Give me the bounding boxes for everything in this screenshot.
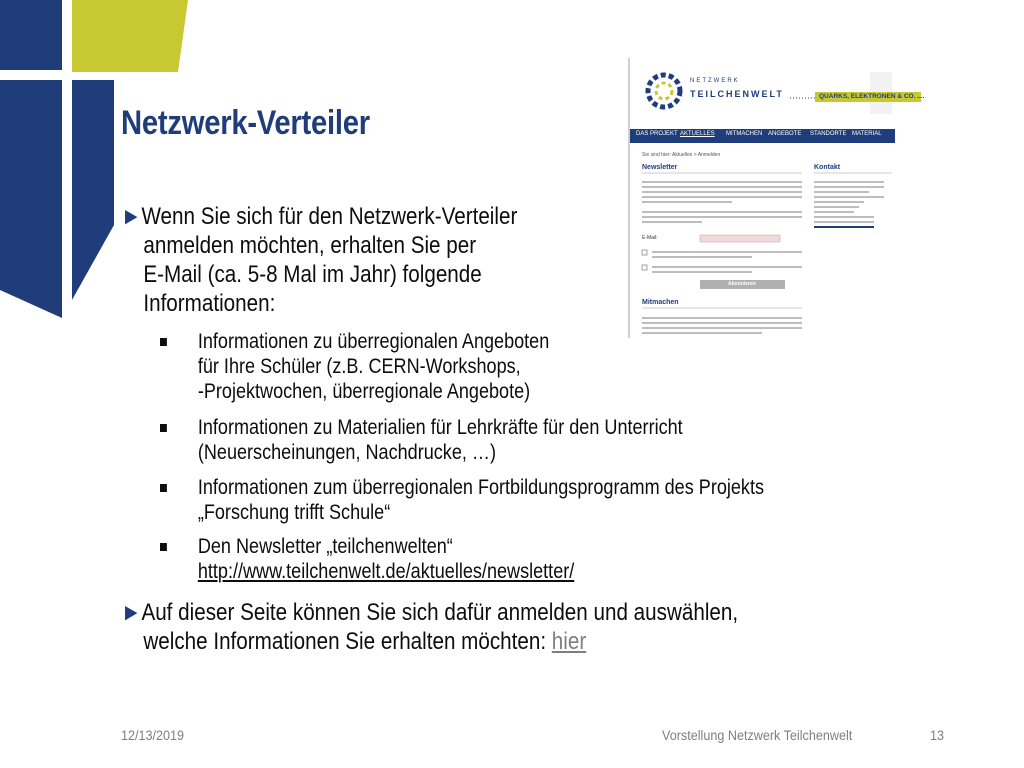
subbullet-1-line-1: Informationen zu überregionalen Angeboten	[197, 330, 550, 353]
footer-title: Vorstellung Netzwerk Teilchenwelt	[662, 727, 853, 743]
subbullet-3-line-2: „Forschung trifft Schule“	[197, 501, 391, 524]
section-mitmachen-title: Mitmachen	[642, 299, 679, 306]
slide-title: Netzwerk-Verteiler	[121, 104, 370, 142]
subbullet-3	[160, 475, 764, 525]
subbullet-4	[160, 534, 574, 584]
nav-item[interactable]: MITMACHEN	[726, 131, 763, 137]
nav-item[interactable]: STANDORTE	[810, 131, 847, 137]
square-bullet-icon	[160, 543, 167, 551]
banner	[815, 92, 925, 102]
bullet-1-line-2: anmelden möchten, erhalten Sie per	[143, 232, 477, 259]
bullet-2-line-1: Auf dieser Seite können Sie sich dafür anmelden und auswählen,	[141, 599, 739, 626]
checkbox-1[interactable]	[642, 250, 647, 255]
website-screenshot	[628, 58, 925, 338]
section-newsletter-title: Newsletter	[642, 164, 678, 171]
arrow-icon: ►	[121, 203, 142, 230]
nav-item[interactable]: ANGEBOTE	[768, 131, 802, 137]
nav-item[interactable]: DAS PROJEKT	[636, 131, 678, 137]
subscribe-button-label: Abonnieren	[728, 281, 756, 287]
email-label: E-Mail:	[642, 235, 658, 241]
bmbf-logo-icon	[870, 72, 892, 94]
bullet-2	[121, 598, 738, 656]
contact-title: Kontakt	[814, 164, 841, 171]
bullet-1	[121, 202, 517, 318]
nav-item[interactable]: MATERIAL	[852, 131, 882, 137]
breadcrumb: Sie sind hier: Aktuelles > Anmelden	[642, 152, 721, 158]
nav-item-active[interactable]: AKTUELLES	[680, 131, 715, 137]
subbullet-1	[160, 329, 549, 404]
square-bullet-icon	[160, 424, 167, 432]
yellow-block	[72, 0, 188, 72]
arrow-icon: ►	[121, 599, 142, 626]
newsletter-link[interactable]: http://www.teilchenwelt.de/aktuelles/newsletter/	[197, 560, 575, 583]
blue-block-mid	[72, 80, 114, 300]
subbullet-2-line-2: (Neuerscheinungen, Nachdrucke, …)	[197, 441, 496, 464]
page-number: 13	[930, 727, 945, 743]
bullet-1-line-1: Wenn Sie sich für den Netzwerk-Verteiler	[141, 203, 518, 230]
blue-block-top	[0, 0, 62, 70]
subbullet-3-line-1: Informationen zum überregionalen Fortbildungsprogramm des Projekts	[197, 476, 765, 499]
footer-date: 12/13/2019	[121, 727, 185, 743]
checkbox-2[interactable]	[642, 265, 647, 270]
subbullet-1-line-3: -Projektwochen, überregionale Angebote)	[197, 380, 531, 403]
website-nav	[630, 129, 895, 143]
bullet-1-line-3: E-Mail (ca. 5-8 Mal im Jahr) folgende	[143, 261, 482, 288]
hier-link[interactable]: hier	[551, 628, 587, 655]
square-bullet-icon	[160, 484, 167, 492]
blue-block-left	[0, 80, 62, 318]
bullet-1-line-4: Informationen:	[143, 290, 276, 317]
email-input[interactable]	[700, 235, 780, 242]
logo-main-text: TEILCHENWELT	[690, 89, 784, 99]
subbullet-2-line-1: Informationen zu Materialien für Lehrkräfte für den Unterricht	[197, 416, 683, 439]
teilchenwelt-logo-icon	[648, 75, 680, 107]
square-bullet-icon	[160, 338, 167, 346]
subbullet-1-line-2: für Ihre Schüler (z.B. CERN-Workshops,	[197, 355, 521, 378]
bullet-2-line-2: welche Informationen Sie erhalten möchten:	[143, 628, 552, 655]
logo-top-text: NETZWERK	[690, 78, 740, 84]
subbullet-2	[160, 415, 683, 465]
subbullet-4-line-1: Den Newsletter „teilchenwelten“	[197, 535, 453, 558]
banner-text: QUARKS, ELEKTRONEN & CO. ....	[819, 93, 925, 100]
